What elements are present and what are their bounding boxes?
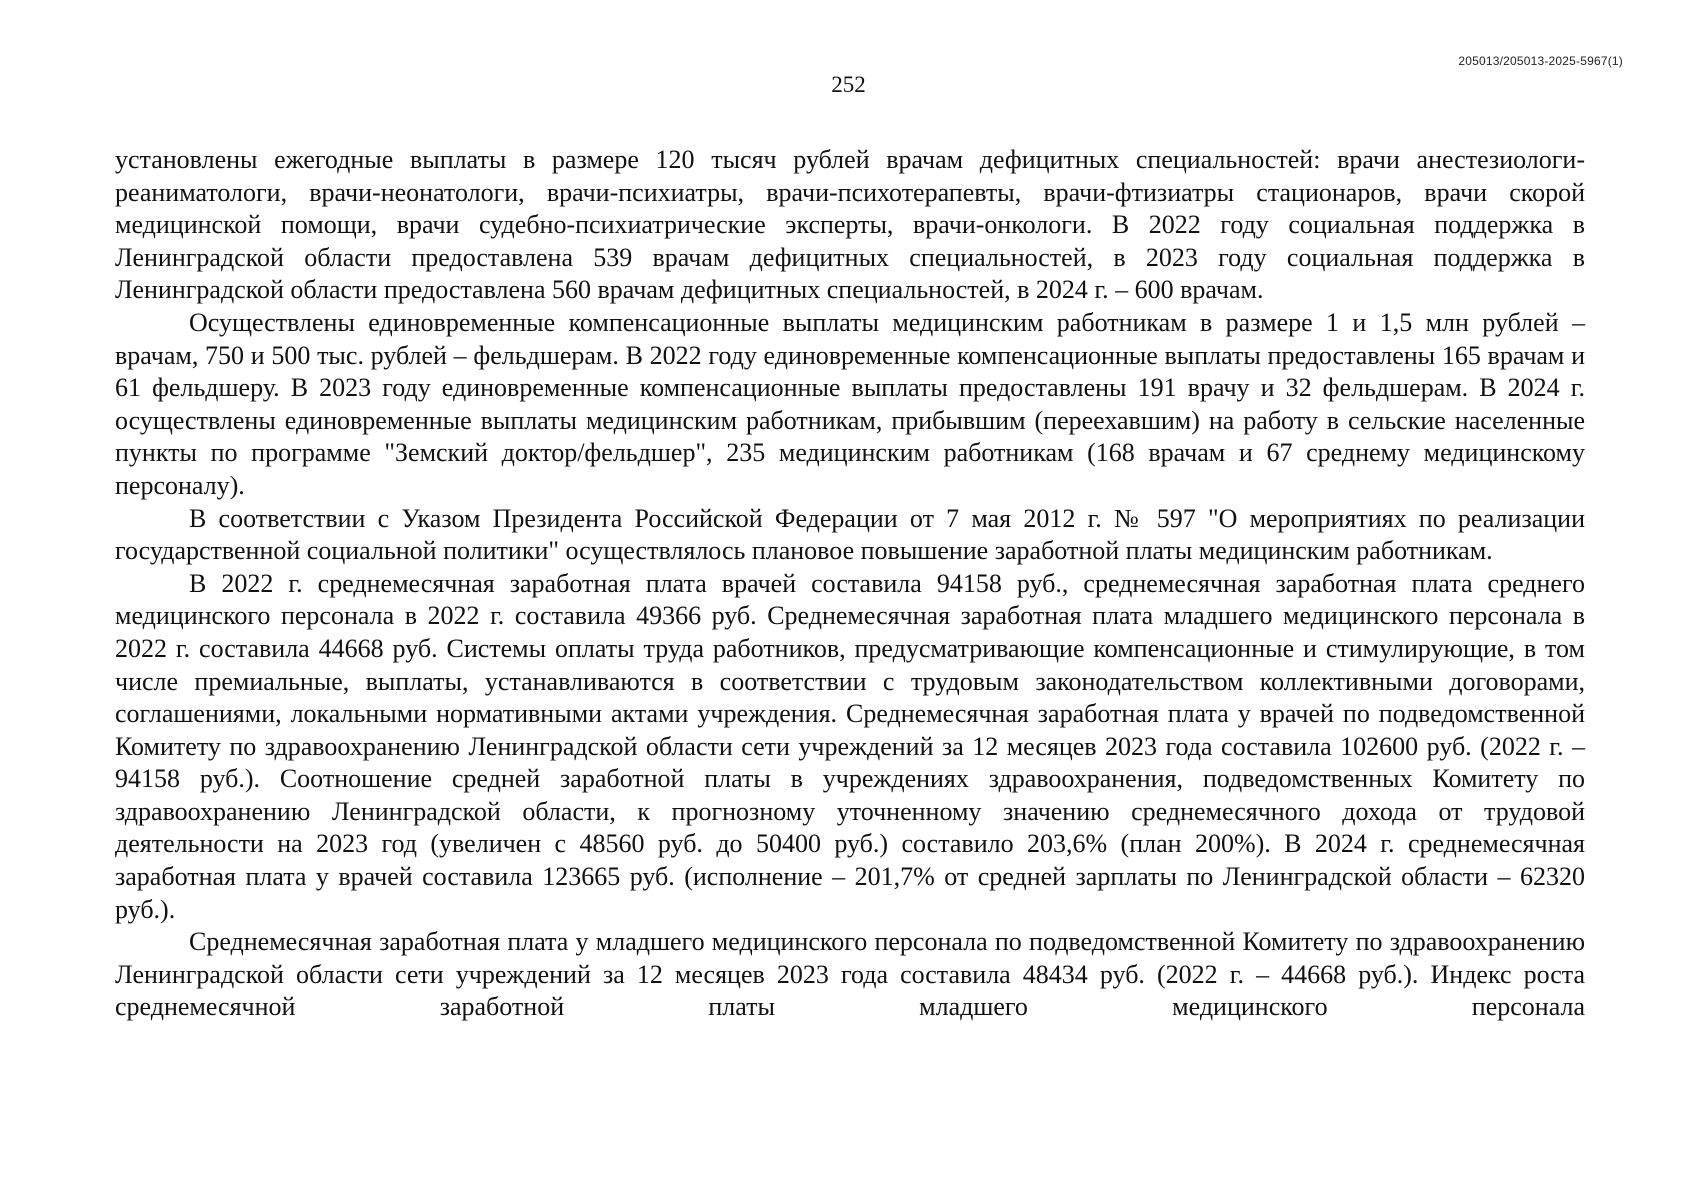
document-body <box>115 144 1585 1024</box>
paragraph-presidential-decree: В соответствии с Указом Президента Российской Федерации от 7 мая 2012 г. № 597 "О мероприятиях по реализации государственной социальной политики" осуществлялось плановое повышение заработной платы медицинским работникам. <box>115 503 1585 566</box>
page-number: 252 <box>831 72 866 97</box>
paragraph-junior-staff-salary: Среднемесячная заработная плата у младшего медицинского персонала по подведомственной Комитету по здравоохранению Ленинградской области сети учреждений за 12 месяцев 2023 года составила 48434 руб. (2022 г. – 44668 руб.). Индекс роста среднемесячной заработной платы младшего медицинского персонала <box>115 927 1585 1022</box>
document-id: 205013/205013-2025-5967(1) <box>1458 54 1623 68</box>
paragraph-compensation-payments: Осуществлены единовременные компенсационные выплаты медицинским работникам в размере 1 и 1,5 млн рублей – врачам, 750 и 500 тыс. рублей – фельдшерам. В 2022 году единовременные компенсационные выплаты предоставлены 165 врачам и 61 фельдшеру. В 2023 году единовременные компенсационные выплаты предоставлены 191 врачу и 32 фельдшерам. В 2024 г. осуществлены единовременные выплаты медицинским работникам, прибывшим (переехавшим) на работу в сельские населенные пункты по программе "Земский доктор/фельдшер", 235 медицинским работникам (168 врачам и 67 среднему медицинскому персоналу). <box>115 307 1585 500</box>
paragraph-payments-deficit-specialties: установлены ежегодные выплаты в размере 120 тысяч рублей врачам дефицитных специальностей: врачи анестезиологи-реаниматологи, врачи-неонатологи, врачи-психиатры, врачи-психотерапевты, врачи-фтизиатры стационаров, врачи скорой медицинской помощи, врачи судебно-психиатрические эксперты, врачи-онкологи. В 2022 году социальная поддержка в Ленинградской области предоставлена 539 врачам дефицитных специальностей, в 2023 году социальная поддержка в Ленинградской области предоставлена 560 врачам дефицитных специальностей, в 2024 г. – 600 врачам. <box>115 145 1585 305</box>
paragraph-average-salary-doctors: В 2022 г. среднемесячная заработная плата врачей составила 94158 руб., среднемесячная заработная плата среднего медицинского персонала в 2022 г. составила 49366 руб. Среднемесячная заработная плата младшего медицинского персонала в 2022 г. составила 44668 руб. Системы оплаты труда работников, предусматривающие компенсационные и стимулирующие, в том числе премиальные, выплаты, устанавливаются в соответствии с трудовым законодательством коллективными договорами, соглашениями, локальными нормативными актами учреждения. Среднемесячная заработная плата у врачей по подведомственной Комитету по здравоохранению Ленинградской области сети учреждений за 12 месяцев 2023 года составила 102600 руб. (2022 г. – 94158 руб.). Соотношение средней заработной платы в учреждениях здравоохранения, подведомственных Комитету по здравоохранению Ленинградской области, к прогнозному уточненному значению среднемесячного дохода от трудовой деятельности на 2023 год (увеличен с 48560 руб. до 50400 руб.) составило 203,6% (план 200%). В 2024 г. среднемесячная заработная плата у врачей составила 123665 руб. (исполнение – 201,7% от средней зарплаты по Ленинградской области – 62320 руб.). <box>115 568 1585 924</box>
